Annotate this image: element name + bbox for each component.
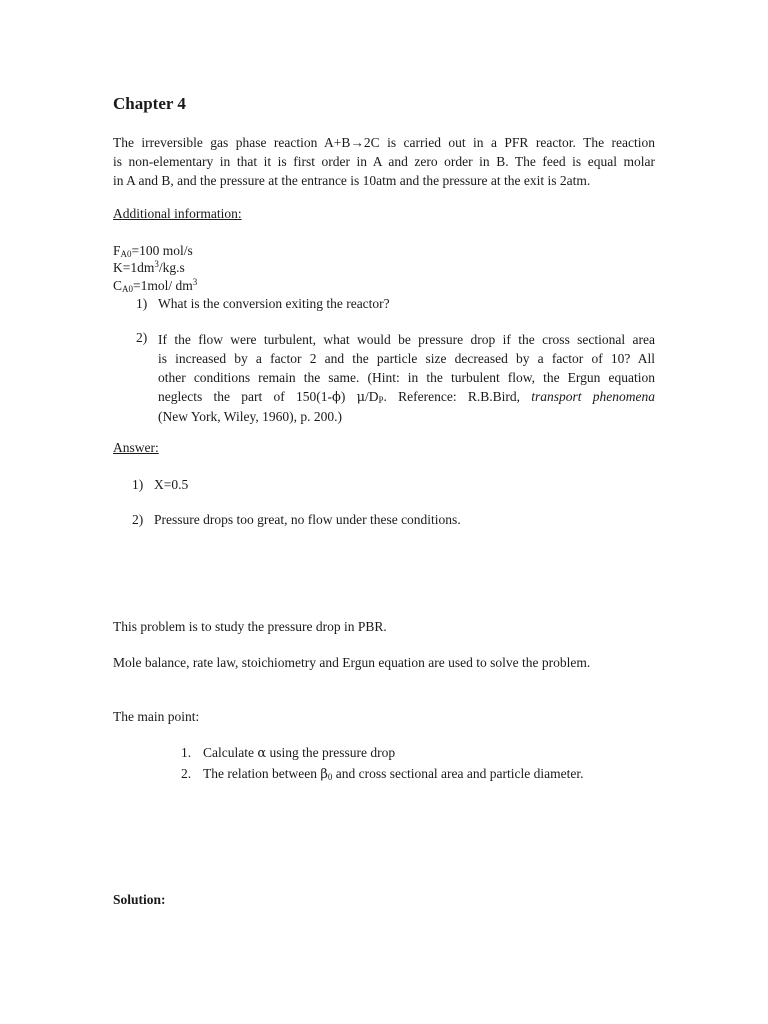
given-ca0: $C_{A0}=1mol/$ $dm^3$ [113, 277, 198, 294]
additional-info-label: Additional information: [113, 206, 242, 221]
method-text: Mole balance, rate law, stoichiometry and Ergun equation are used to solve the problem. [113, 655, 591, 670]
study-text: This problem is to study the pressure drop in PBR. [113, 619, 387, 634]
question-2-line-1: If the flow were turbulent, what would be pressure drop if the cross sectional area [158, 332, 655, 347]
solution-label: Solution: [113, 892, 166, 907]
intro-line-3: in A and B, and the pressure at the entrance is 10atm and the pressure at the exit is 2atm. [113, 173, 591, 188]
given-fa0: $F_{A0}=100$ mol/s [113, 243, 193, 259]
given-k: $K=1dm^3/kg.s$ [113, 259, 185, 275]
answer-1-number: 1) [132, 477, 144, 492]
intro-paragraph [113, 133, 655, 190]
answer-2-number: 2) [132, 512, 144, 527]
question-1-number: 1) [136, 296, 148, 311]
question-2-text [158, 330, 655, 426]
answer-label: Answer: [113, 440, 159, 455]
main-point-2-text: The relation between $\beta_0$ and cross sectional area and particle diameter. [203, 766, 584, 782]
question-2-line-5: (New York, Wiley, 1960), p. 200.) [158, 409, 342, 424]
question-2-line-2: is increased by a factor 2 and the particle size decreased by a factor of 10? All [158, 351, 655, 366]
main-point-label: The main point: [113, 709, 200, 724]
question-1-text: What is the conversion exiting the reactor? [158, 296, 390, 311]
main-point-2-number: 2. [181, 766, 192, 781]
question-2-line-3: other conditions remain the same. (Hint: in the turbulent flow, the Ergun equation [158, 370, 655, 385]
question-2-line-4: neglects the part of 150(1-ϕ) $\mu/D_P$. Reference: R.B.Bird, transport phenomena [158, 389, 656, 405]
answer-2-text: Pressure drops too great, no flow under these conditions. [154, 512, 461, 527]
chapter-heading: Chapter 4 [113, 94, 186, 113]
intro-line-2: is non-elementary in that it is first order in A and zero order in B. The feed is equal molar [113, 154, 655, 169]
question-2-number: 2) [136, 330, 148, 345]
intro-line-1: The irreversible gas phase reaction A+B→2C is carried out in a PFR reactor. The reaction [113, 135, 655, 150]
main-point-1-text: Calculate α using the pressure drop [203, 745, 396, 761]
answer-1-text: X=0.5 [154, 477, 189, 492]
main-point-1-number: 1. [181, 745, 192, 760]
